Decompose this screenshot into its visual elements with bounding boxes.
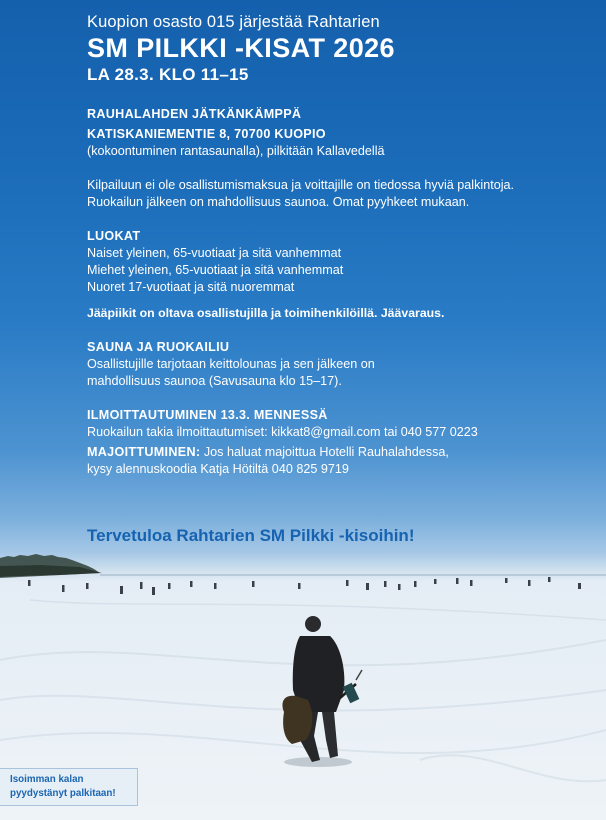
event-date: LA 28.3. KLO 11–15 — [87, 65, 249, 84]
venue-name: RAUHALAHDEN JÄTKÄNKÄMPPÄ — [87, 107, 302, 121]
lodging-label: MAJOITTUMINEN: — [87, 445, 201, 459]
sauna-line-1: Osallistujille tarjotaan keittolounas ja sen jälkeen on — [87, 357, 375, 371]
sauna-line-2: mahdollisuus saunoa (Savusauna klo 15–17). — [87, 374, 342, 388]
class-item: Naiset yleinen, 65-vuotiaat ja sitä vanhemmat — [87, 246, 342, 260]
class-item: Miehet yleinen, 65-vuotiaat ja sitä vanhemmat — [87, 263, 344, 277]
event-title: SM PILKKI -KISAT 2026 — [87, 33, 395, 63]
badge-line-1: Isoimman kalan — [10, 774, 84, 785]
horizon-line — [100, 574, 606, 576]
fees-line-2: Ruokailun jälkeen on mahdollisuus saunoa. Omat pyyhkeet mukaan. — [87, 195, 470, 209]
organizer-line: Kuopion osasto 015 järjestää Rahtarien — [87, 13, 380, 31]
ice-picks-notice: Jääpiikit on oltava osallistujilla ja toimihenkilöillä. Jäävaraus. — [87, 306, 445, 320]
sauna-heading: SAUNA JA RUOKAILIU — [87, 340, 230, 354]
class-item: Nuoret 17-vuotiaat ja sitä nuoremmat — [87, 280, 295, 294]
venue-address: KATISKANIEMENTIE 8, 70700 KUOPIO — [87, 127, 326, 141]
venue-note: (kokoontuminen rantasaunalla), pilkitään Kallavedellä — [87, 144, 385, 158]
angler-figure — [283, 616, 363, 767]
lodging-text: Jos haluat majoittua Hotelli Rauhalahdessa, — [200, 445, 449, 459]
poster-text — [87, 12, 587, 478]
registration-text: Ruokailun takia ilmoittautumiset: kikkat8@gmail.com tai 040 577 0223 — [87, 425, 478, 439]
lodging-line-2: kysy alennuskoodia Katja Hötiltä 040 825 9719 — [87, 462, 349, 476]
badge-line-2: pyydystänyt palkitaan! — [10, 788, 116, 799]
registration-heading: ILMOITTAUTUMINEN 13.3. MENNESSÄ — [87, 408, 328, 422]
distant-anglers — [28, 577, 581, 595]
prize-badge — [0, 768, 138, 806]
fees-line-1: Kilpailuun ei ole osallistumismaksua ja voittajille on tiedossa hyviä palkintoja. — [87, 178, 515, 192]
classes-heading: LUOKAT — [87, 229, 141, 243]
welcome-message: Tervetuloa Rahtarien SM Pilkki -kisoihin! — [87, 526, 415, 545]
lodging-line-1 — [87, 444, 587, 461]
